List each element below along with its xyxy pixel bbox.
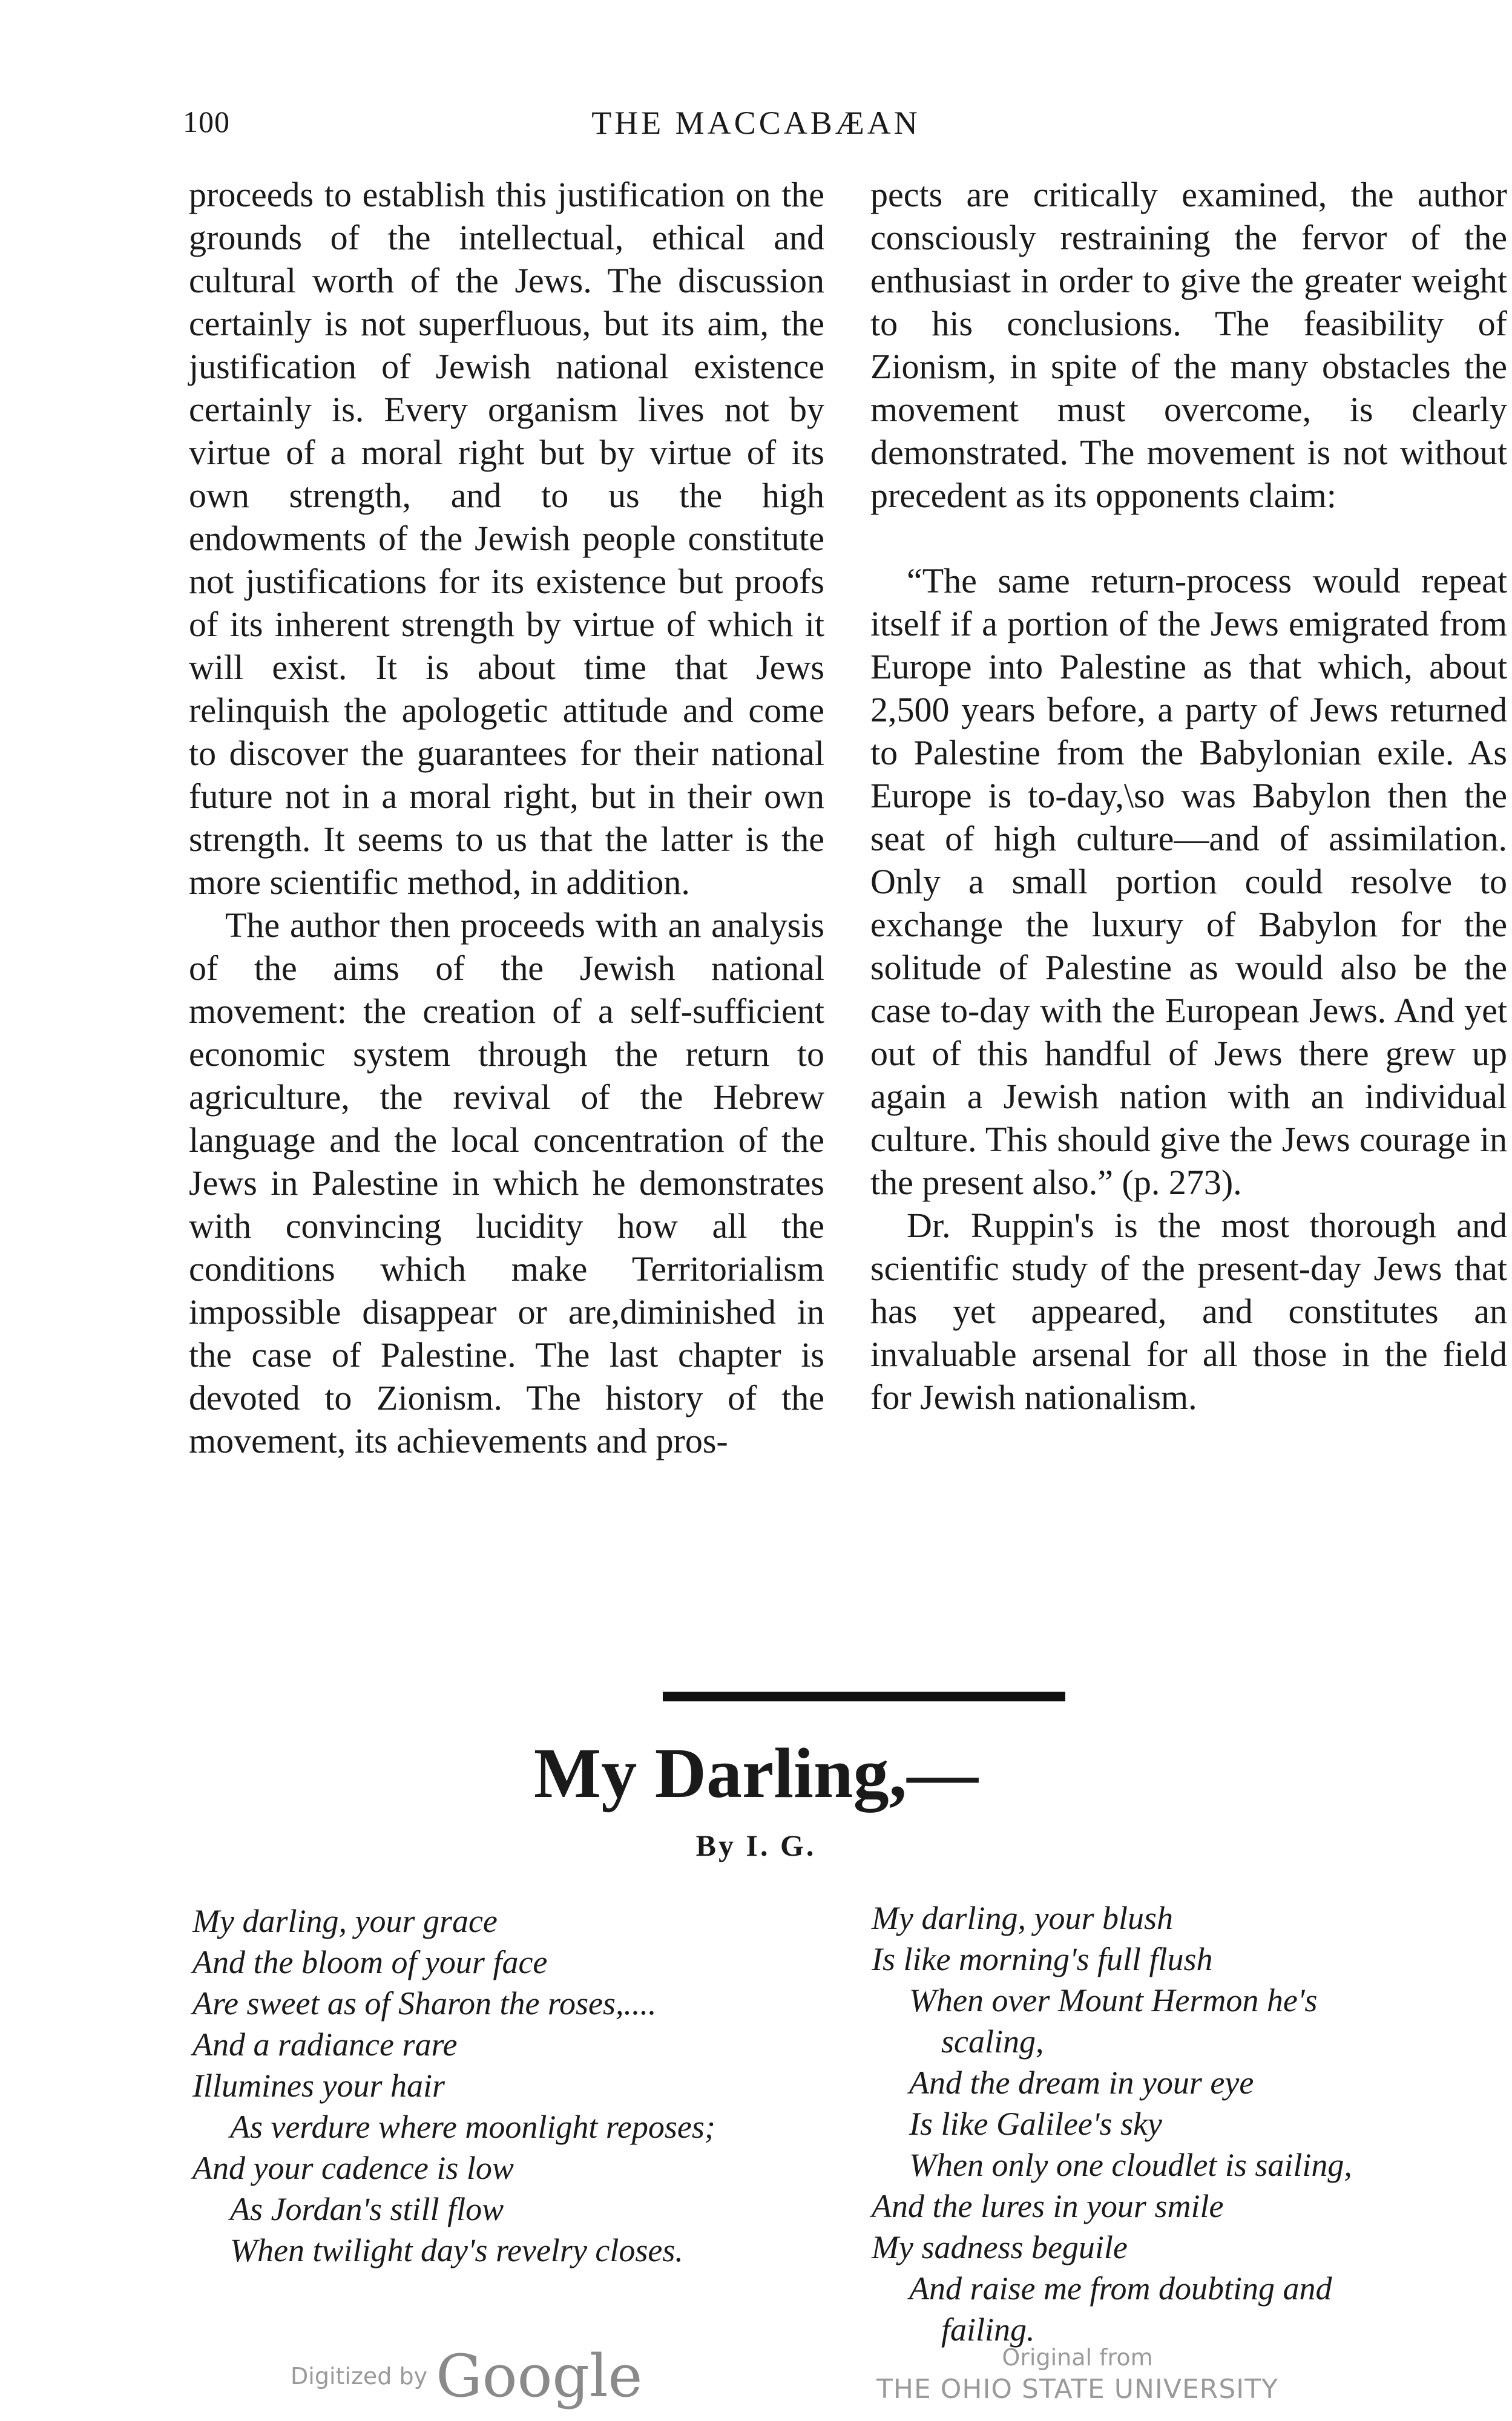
digitized-by-label: Digitized by xyxy=(291,2363,428,2390)
page-header xyxy=(0,104,1512,146)
digitized-by-watermark xyxy=(291,2342,642,2409)
poem-line: Illumines your hair xyxy=(192,2068,445,2104)
original-from-watermark xyxy=(872,2342,1283,2406)
poem-line: And the lures in your smile xyxy=(872,2188,1224,2224)
poem-line: My darling, your grace xyxy=(192,1903,498,1939)
poem-line: As verdure where moonlight reposes; xyxy=(230,2109,715,2145)
left-paragraph-2: The author then proceeds with an analysis of the aims of the Jewish national movement: the creation of a self-sufficient economic system through the return to agriculture, the revival of the Hebrew language and the local concentration of the Jews in Palestine in which he demonstrates with convincing lucidity how all the conditions which make Territorialism impossible disappear or are,diminished in the case of Palestine. The last chapter is devoted to Zionism. The history of the movement, its achievements and pros- xyxy=(189,905,824,1460)
poem-line: Is like Galilee's sky xyxy=(909,2106,1162,2142)
poem-line: When over Mount Hermon he's xyxy=(909,1982,1318,2019)
poem-title: My Darling,— xyxy=(533,1733,979,1813)
poem-line: As Jordan's still flow xyxy=(230,2191,504,2227)
poem-line: scaling, xyxy=(941,2023,1044,2060)
poem-line: Is like morning's full flush xyxy=(872,1941,1213,1977)
poem-left-stanza xyxy=(192,1900,715,2271)
page-number: 100 xyxy=(183,105,230,139)
right-column xyxy=(870,173,1507,1419)
section-divider xyxy=(663,1692,1065,1701)
poem-line: failing. xyxy=(941,2311,1035,2348)
left-paragraph-1: proceeds to establish this justification on the grounds of the intellectual, ethical and cultural worth of the Jews. The discussion certainly is not superfluous, but its aim, the justification of Jewish national existence certainly is. Every organism lives not by virtue of a moral right but by virtue of its own strength, and to us the high endowments of the Jewish people constitute not justifications for its existence but proofs of its inherent strength by virtue of which it will exist. It is about time that Jews relinquish the apologetic attitude and come to discover the guarantees for their national future not in a moral right, but in their own strength. It seems to us that the latter is the more scientific method, in addition. xyxy=(189,175,824,902)
poem-line: And raise me from doubting and xyxy=(909,2270,1332,2307)
right-paragraph-1: pects are critically examined, the author consciously restraining the fervor of the enthusiast in order to give the greater weight to his conclusions. The feasibility of Zionism, in spite of the many obstacles the movement must overcome, is clearly demonstrated. The movement is not without precedent as its opponents claim: xyxy=(870,175,1507,515)
right-paragraph-3: Dr. Ruppin's is the most thorough and scientific study of the present-day Jews that has yet appeared, and constitutes an invaluable arsenal for all those in the field for Jewish nationalism. xyxy=(870,1206,1507,1417)
poem-line: And your cadence is low xyxy=(192,2150,514,2186)
original-from-label: Original from xyxy=(1002,2344,1153,2371)
poem-byline: By I. G. xyxy=(695,1828,817,1862)
institution-name: THE OHIO STATE UNIVERSITY xyxy=(876,2374,1279,2405)
left-column xyxy=(189,173,824,1462)
google-logo: Google xyxy=(436,2342,643,2410)
poem-line: And a radiance rare xyxy=(192,2026,458,2063)
poem-right-stanza xyxy=(872,1897,1512,2350)
poem-line: When only one cloudlet is sailing, xyxy=(909,2147,1352,2183)
running-title: THE MACCABÆAN xyxy=(591,105,921,141)
poem-line: When twilight day's revelry closes. xyxy=(230,2232,683,2268)
poem-line: Are sweet as of Sharon the roses,.... xyxy=(192,1985,657,2022)
poem-line: And the bloom of your face xyxy=(192,1944,548,1980)
poem-line: My sadness beguile xyxy=(872,2229,1128,2265)
poem-line: And the dream in your eye xyxy=(909,2065,1254,2101)
quotation: “The same return-process would repeat itself if a portion of the Jews emigrated from Europe into Palestine as that which, about 2,500 years before, a party of Jews returned to Palestine from the Babylonian exile. As Europe is to-day,\so was Babylon then the seat of high culture—and of assimilation. Only a small portion could resolve to exchange the luxury of Babylon for the solitude of Palestine as would also be the case to-day with the European Jews. And yet out of this handful of Jews there grew up again a Jewish nation with an individual culture. This should give the Jews courage in the present also.” (p. 273). xyxy=(870,561,1507,1202)
poem-line: My darling, your blush xyxy=(872,1900,1173,1936)
